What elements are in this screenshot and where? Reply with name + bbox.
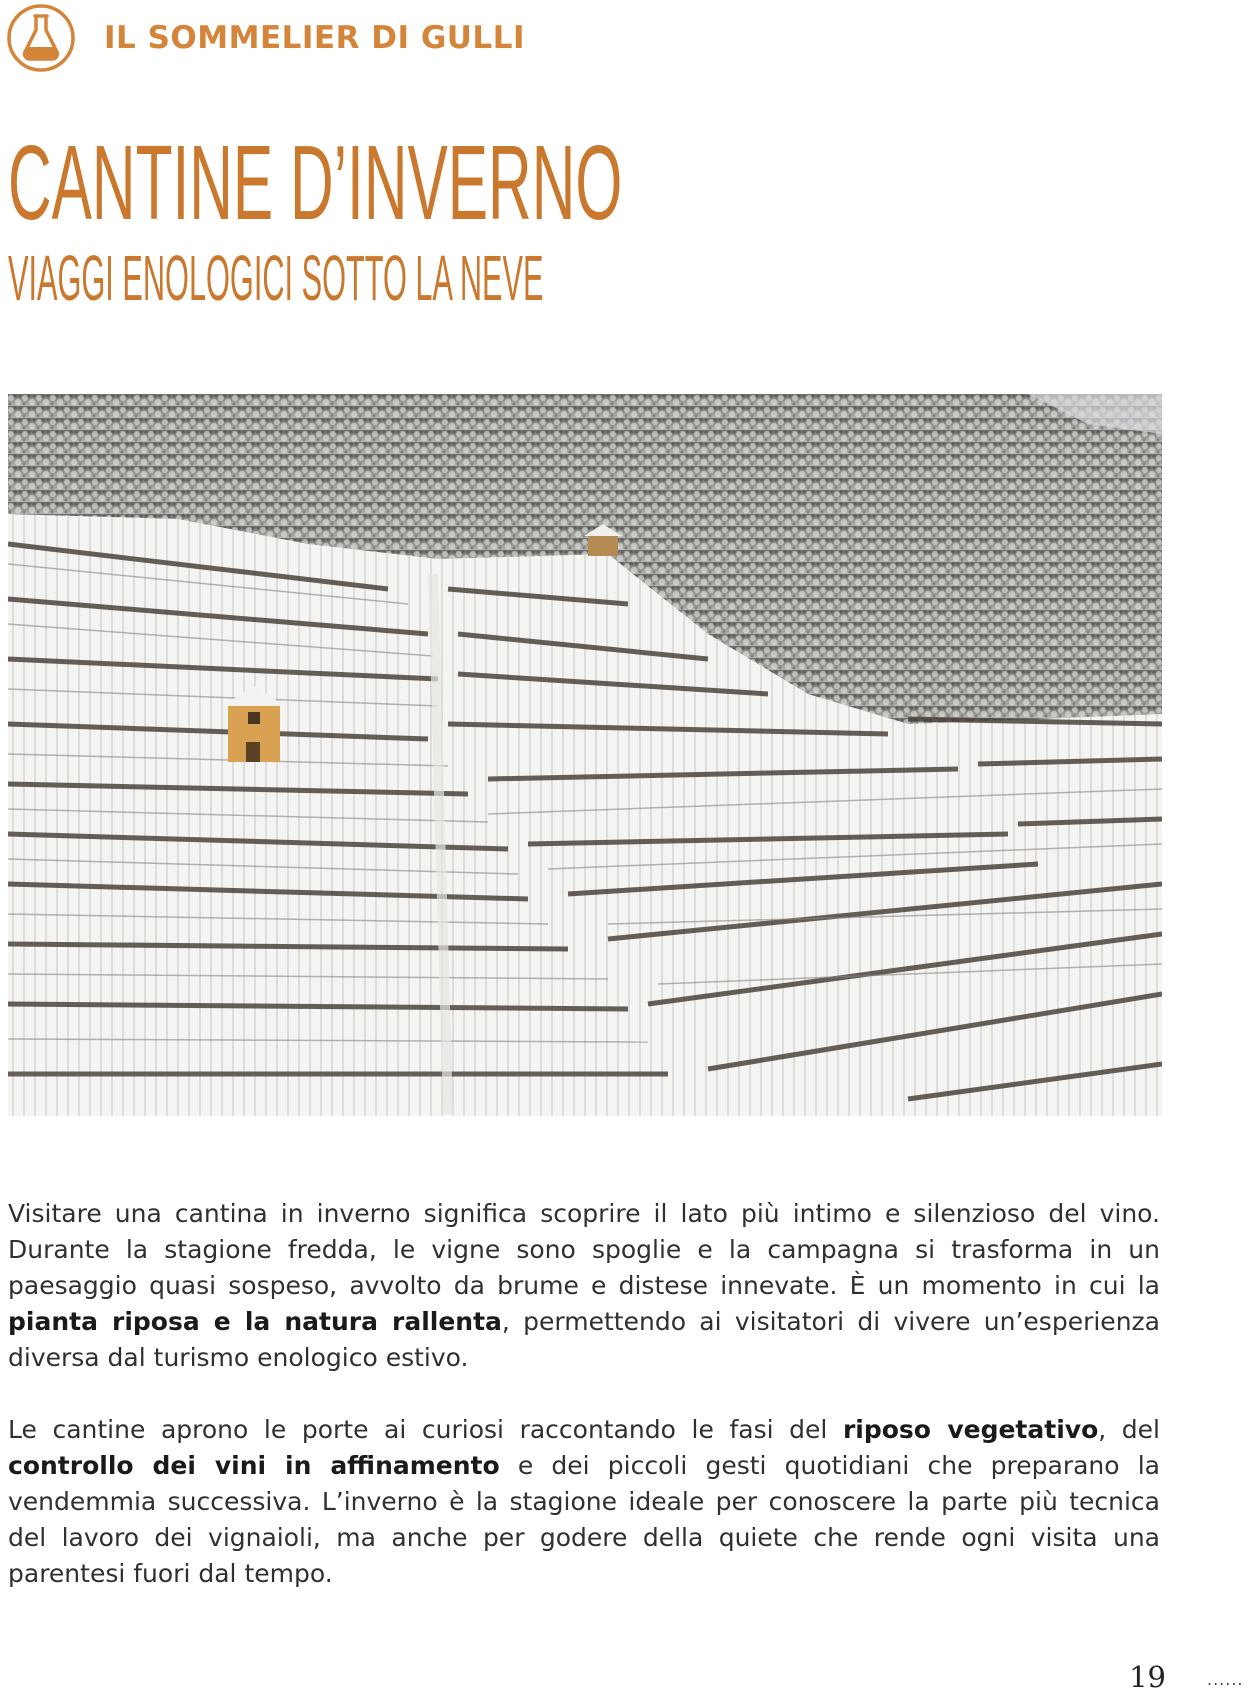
section-label: IL SOMMELIER DI GULLI — [104, 20, 525, 56]
page-number-dots: ...... — [1207, 1670, 1244, 1689]
bold-phrase: pianta riposa e la natura rallenta — [8, 1307, 502, 1336]
paragraph-2: Le cantine aprono le porte ai curiosi raccontando le fasi del riposo vegetativo, del controllo dei vini in affinamento e dei piccoli gesti quotidiani che preparano la vendemmia successiva. L’inverno è la stagione ideale per conoscere la parte più tecnica del lavoro dei vignaioli, ma anche per godere della quiete che rende ogni visita una parentesi fuori dal tempo. — [8, 1415, 1160, 1588]
paragraph-1: Visitare una cantina in inverno significa scoprire il lato più intimo e silenzioso del vino. Durante la stagione fredda, le vigne sono spoglie e la campagna si trasforma in un paesaggio quasi sospeso, avvolto da brume e distese innevate. È un momento in cui la pianta riposa e la natura rallenta, permettendo ai visitatori di vivere un’esperienza diversa dal turismo enologico estivo. — [8, 1199, 1160, 1372]
bold-phrase: controllo dei vini in affinamento — [8, 1451, 500, 1480]
page-number: 19 — [1129, 1660, 1166, 1694]
bold-phrase: riposo vegetativo — [842, 1415, 1099, 1444]
article-title: CANTINE D’INVERNO — [8, 124, 623, 242]
article-subtitle: VIAGGI ENOLOGICI SOTTO LA NEVE — [8, 242, 544, 314]
article-body — [8, 1196, 1160, 1628]
decanter-icon — [6, 3, 76, 73]
page-header — [6, 2, 525, 74]
snowy-vineyard-terraces-image — [8, 394, 1162, 1116]
